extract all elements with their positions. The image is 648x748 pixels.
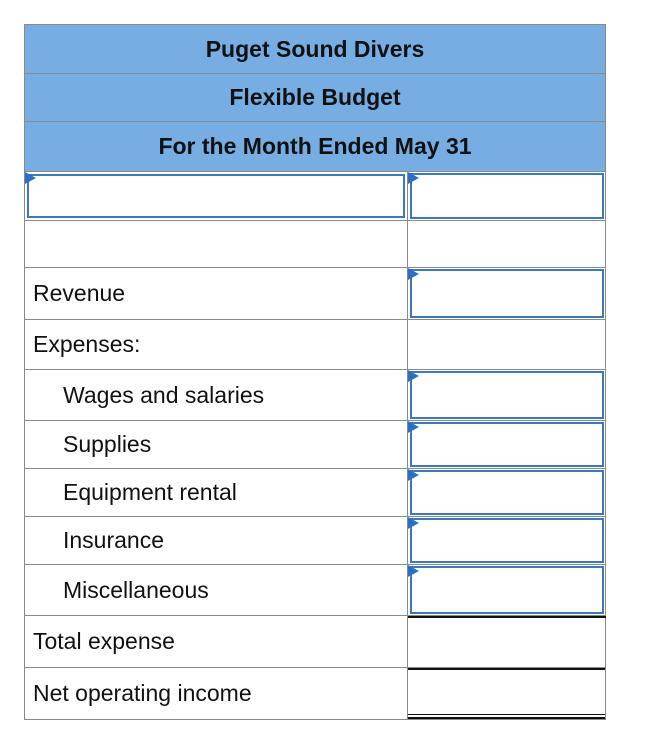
equipment-input[interactable]	[410, 470, 604, 515]
total-expense-value	[408, 616, 605, 667]
column-header-value-cell	[408, 172, 605, 220]
dropdown-marker-icon	[408, 421, 419, 433]
column-header-row	[24, 172, 606, 221]
double-rule-lower	[408, 717, 605, 719]
blank-value-cell	[408, 221, 605, 267]
net-income-row	[24, 668, 606, 720]
supplies-row	[24, 421, 606, 469]
total-expense-top-rule	[408, 616, 606, 618]
misc-value-cell	[408, 565, 605, 615]
dropdown-marker-icon	[408, 172, 419, 184]
net-income-value-cell	[408, 668, 605, 719]
insurance-row	[24, 517, 606, 565]
equipment-row	[24, 469, 606, 517]
wages-label: Wages and salaries	[25, 370, 408, 420]
net-income-label: Net operating income	[25, 668, 408, 719]
supplies-value-cell	[408, 421, 605, 468]
report-period: For the Month Ended May 31	[24, 121, 606, 172]
insurance-label: Insurance	[25, 517, 408, 564]
expenses-value-cell	[408, 320, 605, 369]
expenses-label: Expenses:	[25, 320, 408, 369]
misc-input[interactable]	[410, 566, 604, 614]
revenue-label: Revenue	[25, 268, 408, 319]
total-rule	[408, 668, 605, 670]
dropdown-marker-icon	[25, 172, 36, 184]
revenue-value-cell	[408, 268, 605, 319]
dropdown-marker-icon	[408, 268, 419, 280]
wages-input[interactable]	[410, 371, 604, 419]
column-header-label-cell	[25, 172, 408, 220]
column-header-label-input[interactable]	[27, 174, 405, 218]
total-expense-row	[24, 616, 606, 668]
dropdown-marker-icon	[408, 469, 419, 481]
dropdown-marker-icon	[408, 517, 419, 529]
wages-row	[24, 370, 606, 421]
blank-label-cell	[25, 221, 408, 267]
blank-row	[24, 221, 606, 268]
dropdown-marker-icon	[408, 370, 419, 382]
supplies-input[interactable]	[410, 422, 604, 467]
misc-row	[24, 565, 606, 616]
equipment-value-cell	[408, 469, 605, 516]
column-header-value-input[interactable]	[410, 173, 604, 219]
revenue-input[interactable]	[410, 269, 604, 318]
wages-value-cell	[408, 370, 605, 420]
equipment-label: Equipment rental	[25, 469, 408, 516]
misc-label: Miscellaneous	[25, 565, 408, 615]
double-rule-upper	[408, 714, 605, 715]
dropdown-marker-icon	[408, 565, 419, 577]
company-name: Puget Sound Divers	[24, 24, 606, 73]
report-title: Flexible Budget	[24, 73, 606, 121]
insurance-input[interactable]	[410, 518, 604, 563]
insurance-value-cell	[408, 517, 605, 564]
total-expense-label: Total expense	[25, 616, 408, 667]
supplies-label: Supplies	[25, 421, 408, 468]
expenses-header-row	[24, 320, 606, 370]
revenue-row	[24, 268, 606, 320]
